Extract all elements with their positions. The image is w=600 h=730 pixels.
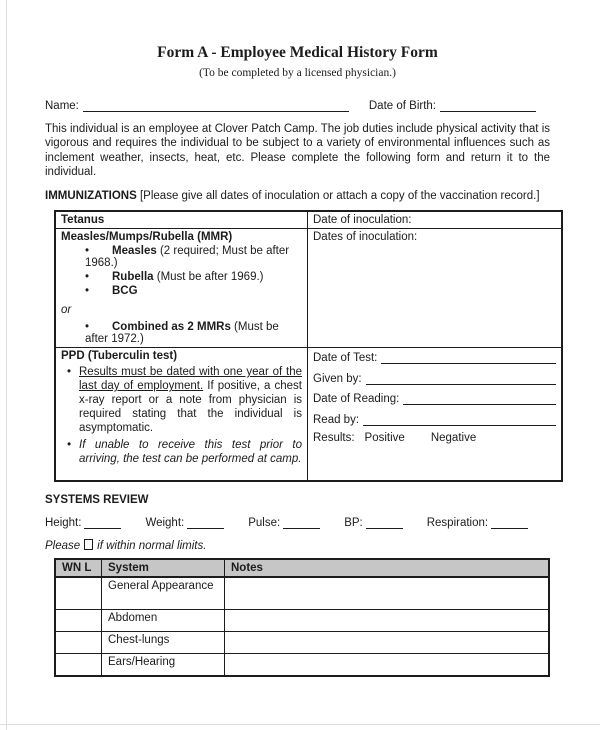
table-row bbox=[55, 632, 549, 654]
ppd-bullet1-underlined: Results must be dated with one year of the last day of employment. bbox=[79, 366, 302, 393]
wnl-cell bbox=[55, 577, 102, 610]
notes-cell bbox=[225, 632, 550, 654]
dob-blank-line bbox=[440, 98, 536, 112]
bullet-icon: • bbox=[85, 271, 90, 284]
blank-line bbox=[381, 350, 556, 364]
notes-cell bbox=[225, 577, 550, 610]
immunizations-heading bbox=[45, 189, 550, 203]
mmr-dates-label: Dates of inoculation: bbox=[308, 229, 563, 348]
page-title: Form A - Employee Medical History Form bbox=[157, 44, 438, 61]
intro-paragraph: This individual is an employee at Clover Patch Camp. The job duties include physical activity that is vigorous and requires the individual to be subject to a variety of environmental influences such as inclement weather, insects, heat, etc. Please complete the following form and return it to the individual. bbox=[45, 123, 550, 178]
wnl-column-header: WN L bbox=[55, 559, 102, 577]
mmr-bullet-bcg bbox=[61, 285, 302, 297]
bullet-icon: • bbox=[67, 439, 72, 452]
ppd-field-given-by bbox=[313, 371, 556, 385]
weight-label: Weight: bbox=[145, 517, 185, 530]
respiration-blank bbox=[491, 515, 528, 529]
mmr-bullet-bold: BCG bbox=[112, 285, 138, 298]
immunizations-heading-note: [Please give all dates of inoculation or attach a copy of the vaccination record.] bbox=[139, 190, 540, 203]
tetanus-row bbox=[55, 211, 562, 229]
blank-line bbox=[363, 412, 556, 426]
name-blank-line bbox=[83, 98, 349, 112]
mmr-bullet-combined bbox=[61, 321, 302, 345]
mmr-bullet-measles bbox=[61, 245, 302, 269]
ppd-field-read-by bbox=[313, 412, 556, 426]
field-label: Given by: bbox=[313, 372, 362, 385]
page-edge-bottom bbox=[0, 724, 600, 725]
wnl-cell bbox=[55, 610, 102, 632]
wnl-instruction bbox=[45, 539, 550, 552]
ppd-bullet-1 bbox=[61, 366, 302, 435]
notes-cell bbox=[225, 610, 550, 632]
identity-row bbox=[45, 98, 550, 112]
mmr-bullet-rubella bbox=[61, 271, 302, 283]
pulse-blank bbox=[283, 515, 320, 529]
tetanus-date-label: Date of inoculation: bbox=[308, 211, 563, 229]
table-row bbox=[55, 577, 549, 610]
wnl-cell bbox=[55, 632, 102, 654]
height-blank bbox=[84, 515, 121, 529]
ppd-cell bbox=[61, 350, 302, 478]
table-row bbox=[55, 654, 549, 677]
mmr-bullet-bold: Measles bbox=[112, 245, 157, 258]
notes-column-header: Notes bbox=[225, 559, 550, 577]
results-label: Results: bbox=[313, 432, 355, 445]
dob-label: Date of Birth: bbox=[368, 100, 436, 112]
mmr-cell bbox=[61, 231, 302, 345]
systems-review-heading: SYSTEMS REVIEW bbox=[45, 494, 149, 507]
bullet-icon: • bbox=[85, 245, 90, 258]
height-label: Height: bbox=[45, 517, 82, 530]
ppd-title: PPD (Tuberculin test) bbox=[61, 350, 178, 363]
table-row bbox=[55, 610, 549, 632]
field-label: Date of Test: bbox=[313, 352, 378, 365]
system-cell: Abdomen bbox=[102, 610, 225, 632]
name-label: Name: bbox=[45, 100, 79, 112]
page-edge-left bbox=[6, 0, 7, 730]
ppd-results-row bbox=[313, 432, 556, 444]
respiration-label: Respiration: bbox=[426, 517, 489, 530]
mmr-bullet-rest: (Must be after 1969.) bbox=[153, 271, 264, 284]
blank-line bbox=[403, 391, 556, 405]
mmr-row bbox=[55, 229, 562, 348]
bullet-icon: • bbox=[85, 321, 90, 334]
page-subtitle: (To be completed by a licensed physician.) bbox=[199, 67, 396, 79]
mmr-bullet-rest: (2 required; Must be after 1968.) bbox=[85, 245, 290, 270]
bullet-icon: • bbox=[67, 366, 72, 379]
tetanus-label: Tetanus bbox=[55, 211, 308, 229]
mmr-bullet-bold: Combined as 2 MMRs bbox=[112, 321, 231, 334]
ppd-field-date-of-test bbox=[313, 350, 556, 364]
results-option-positive: Positive bbox=[364, 432, 405, 445]
ppd-field-date-of-reading bbox=[313, 391, 556, 405]
checkbox-icon bbox=[84, 539, 93, 550]
ppd-row bbox=[55, 348, 562, 482]
weight-blank bbox=[187, 515, 224, 529]
system-column-header: System bbox=[102, 559, 225, 577]
field-label: Read by: bbox=[313, 413, 360, 426]
bullet-icon: • bbox=[85, 285, 90, 298]
mmr-bullet-rest: (Must be after 1972.) bbox=[85, 321, 279, 346]
system-cell: General Appearance bbox=[102, 577, 225, 610]
wnl-instruction-suffix: if within normal limits. bbox=[97, 540, 207, 553]
system-cell: Ears/Hearing bbox=[102, 654, 225, 677]
immunizations-heading-label: IMMUNIZATIONS bbox=[45, 190, 137, 203]
wnl-cell bbox=[55, 654, 102, 677]
systems-review-table bbox=[54, 558, 550, 677]
mmr-bullet-bold: Rubella bbox=[112, 271, 154, 284]
mmr-title: Measles/Mumps/Rubella (MMR) bbox=[61, 231, 233, 244]
or-text: or bbox=[61, 304, 72, 317]
bp-blank bbox=[366, 515, 403, 529]
wnl-instruction-prefix: Please bbox=[45, 540, 81, 553]
notes-cell bbox=[225, 654, 550, 677]
pulse-label: Pulse: bbox=[248, 517, 281, 530]
field-label: Date of Reading: bbox=[313, 393, 400, 406]
blank-line bbox=[366, 371, 556, 385]
ppd-bullet1-rest: If positive, a chest x-ray report or a note from physician is required stating that the individual is asymptomatic. bbox=[79, 380, 302, 434]
results-option-negative: Negative bbox=[430, 432, 477, 445]
vitals-row bbox=[45, 515, 550, 529]
ppd-bullet-2 bbox=[61, 439, 302, 467]
immunizations-table bbox=[54, 210, 563, 482]
systems-header-row bbox=[55, 559, 549, 577]
system-cell: Chest-lungs bbox=[102, 632, 225, 654]
ppd-bullet2-text: If unable to receive this test prior to arriving, the test can be performed at camp. bbox=[79, 439, 302, 466]
bp-label: BP: bbox=[344, 517, 363, 530]
